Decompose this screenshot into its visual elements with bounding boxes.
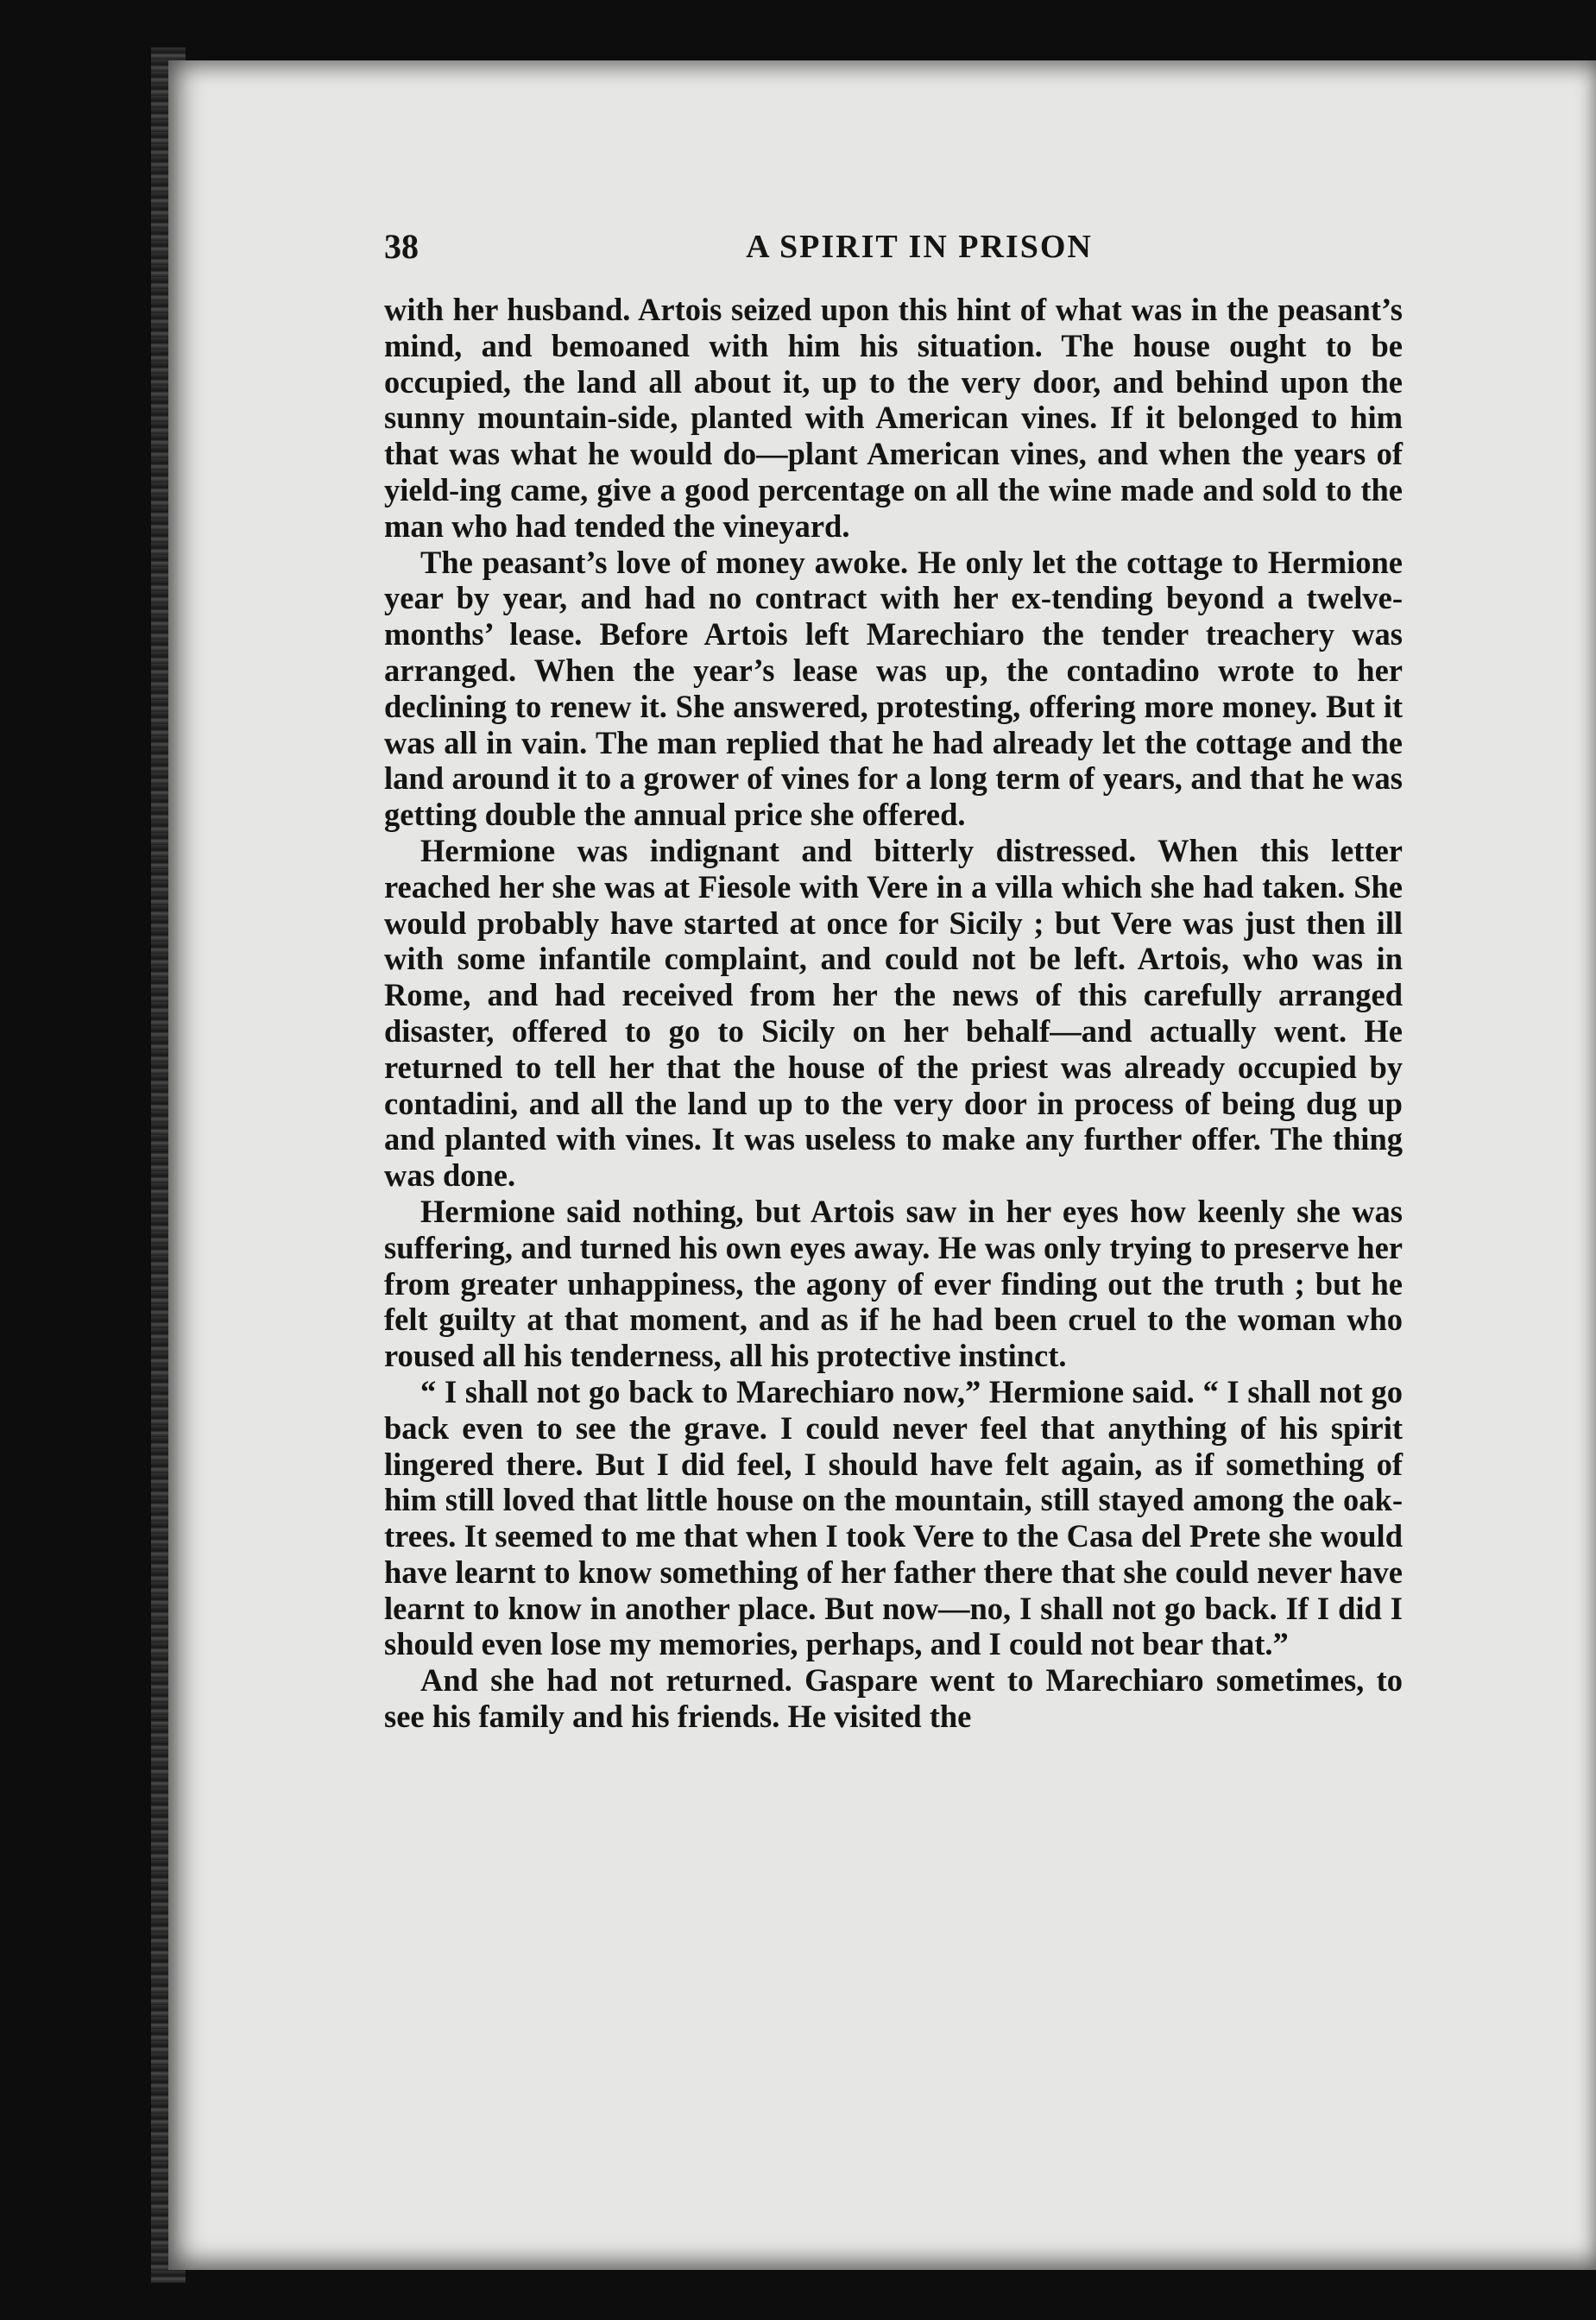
paragraph: Hermione was indignant and bitterly distressed. When this letter reached her she was at Fiesole with Vere in a villa which she had taken. She would probably have started at once for Sicily ; but Vere was just then ill with some infantile complaint, and could not be left. Artois, who was in Rome, and had received from her the news of this carefully arranged disaster, offered to go to Sicily on her behalf—and actually went. He returned to tell her that the house of the priest was already occupied by contadini, and all the land up to the very door in process of being dug up and planted with vines. It was useless to make any further offer. The thing was done. [384,832,1403,1194]
paragraph: “ I shall not go back to Marechiaro now,” Hermione said. “ I shall not go back even to see the grave. I could never feel that anything of his spirit lingered there. But I did feel, I should have felt again, as if something of him still loved that little house on the mountain, still stayed among the oak-trees. It seemed to me that when I took Vere to the Casa del Prete she would have learnt to know something of her father there that she could never have learnt to know in another place. But now—no, I shall not go back. If I did I should even lose my memories, perhaps, and I could not bear that.” [384,1373,1403,1662]
paragraph: And she had not returned. Gaspare went to Marechiaro sometimes, to see his family and his friends. He visited the [384,1662,1403,1735]
page-number: 38 [384,227,419,266]
running-header [384,226,1403,278]
paragraph: with her husband. Artois seized upon this hint of what was in the peasant’s mind, and bemoaned with him his situation. The house ought to be occupied, the land all about it, up to the very door, and behind upon the sunny mountain-side, planted with American vines. If it belonged to him that was what he would do—plant American vines, and when the years of yield-ing came, give a good percentage on all the wine made and sold to the man who had tended the vineyard. [384,292,1403,544]
running-title: A SPIRIT IN PRISON [746,229,1093,265]
paragraph: The peasant’s love of money awoke. He only let the cottage to Hermione year by year, and had no contract with her ex-tending beyond a twelve-months’ lease. Before Artois left Marechiaro the tender treachery was arranged. When the year’s lease was up, the contadino wrote to her declining to renew it. She answered, protesting, offering more money. But it was all in vain. The man replied that he had already let the cottage and the land around it to a grower of vines for a long term of years, and that he was getting double the annual price she offered. [384,544,1403,833]
body-text [384,292,1403,1735]
paragraph: Hermione said nothing, but Artois saw in her eyes how keenly she was suffering, and turned his own eyes away. He was only trying to preserve her from greater unhappiness, the agony of ever finding out the truth ; but he felt guilty at that moment, and as if he had been cruel to the woman who roused all his tenderness, all his protective instinct. [384,1193,1403,1374]
